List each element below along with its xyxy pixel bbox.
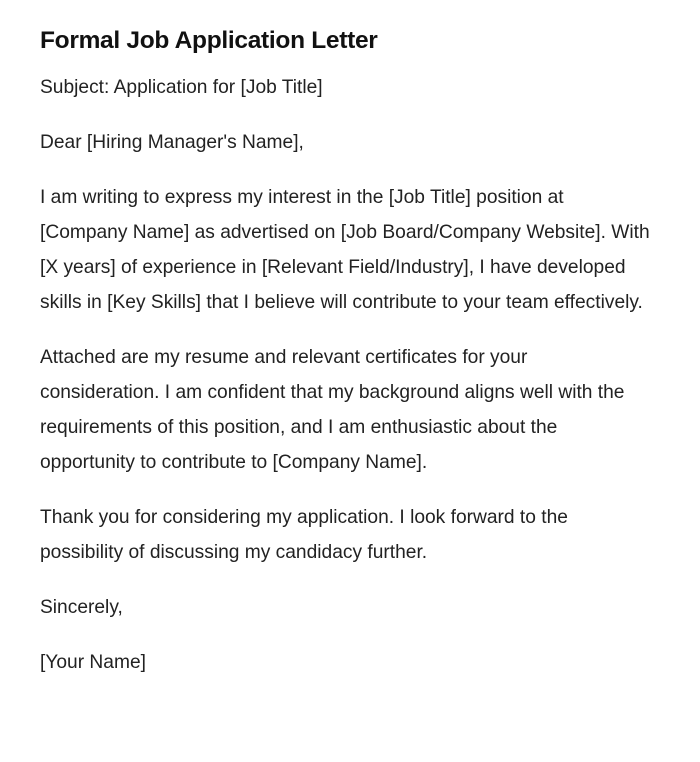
- salutation: Dear [Hiring Manager's Name],: [40, 132, 304, 153]
- body-paragraph-thanks: Thank you for considering my application. I look forward to the possibility of discussing my candidacy further.: [40, 507, 568, 563]
- body-paragraph-attachments: Attached are my resume and relevant certificates for your consideration. I am confident that my background aligns well with the requirements of this position, and I am enthusiastic about the opportunity to contribute to [Company Name].: [40, 347, 625, 473]
- signature: [Your Name]: [40, 652, 146, 673]
- closing: Sincerely,: [40, 597, 123, 618]
- subject-line: Subject: Application for [Job Title]: [40, 77, 323, 98]
- page-title: Formal Job Application Letter: [40, 27, 378, 54]
- body-paragraph-intro: I am writing to express my interest in the [Job Title] position at [Company Name] as advertised on [Job Board/Company Website]. With [X years] of experience in [Relevant Field/Industry], I have developed skills in [Key Skills] that I believe will contribute to your team effectively.: [40, 187, 650, 313]
